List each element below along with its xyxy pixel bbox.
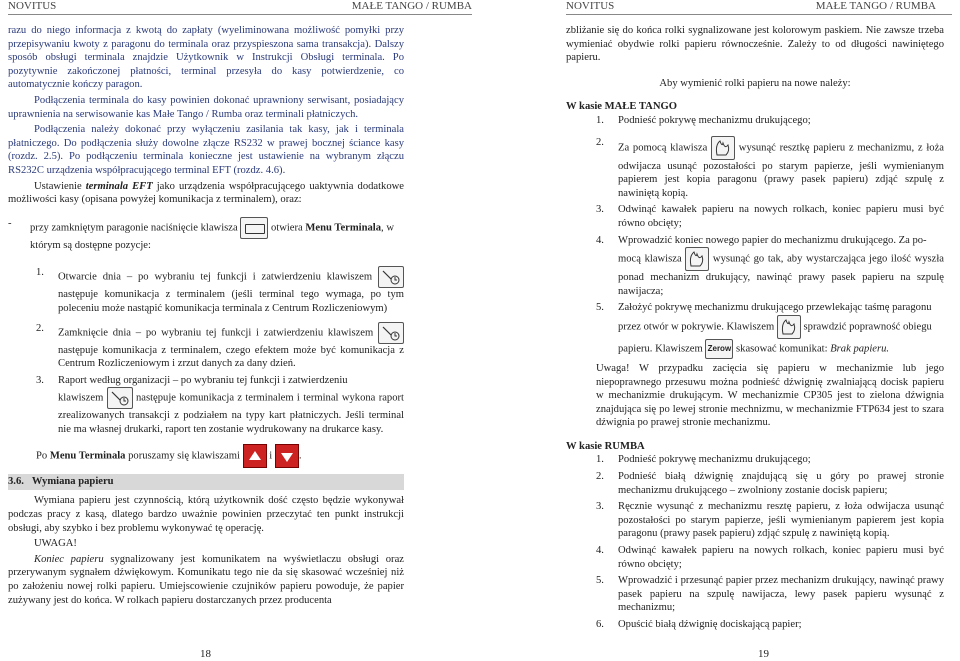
paragraph: razu do niego informacja z kwotą do zapłaty (wyeliminowana możliwość pomyłki przy przepisywaniu kwoty z paragonu do terminala oraz przyspieszona sama transakcja). Dalszy sposób obsługi terminala znajdzie Użytkownik w Instrukcji Obsługi terminala. Po pozytywnie zakończonej płatności, terminal przesyła do kasy potwierdzenie, co automatycznie kończy paragon.: [8, 25, 404, 91]
page-number: 18: [200, 648, 211, 660]
right-page: [480, 0, 960, 661]
tango-steps: [566, 114, 944, 430]
paragraph: Podłączenia terminala do kasy powinien dokonać uprawniony serwisant, posiadający uprawnienia na serwisowanie kas Małe Tango / Rumba oraz terminali płatniczych.: [8, 94, 404, 120]
subsection-heading: W kasie RUMBA: [566, 440, 645, 452]
total-key-icon: [107, 387, 133, 409]
menu-key-icon: [240, 217, 268, 239]
terminal-menu-list: [8, 266, 404, 468]
menu-name: Menu Terminala: [305, 222, 382, 234]
list-item: - przy zamkniętym paragonie naciśnięcie klawisza otwiera Menu Terminala, w którym są dostępne pozycje:: [8, 217, 394, 251]
list-item: 1. Podnieść pokrywę mechanizmu drukującego;: [596, 114, 811, 126]
right-column: [566, 24, 944, 635]
paper-feed-key-icon: [711, 136, 735, 160]
rumba-steps: [566, 453, 944, 631]
message-name: Brak papieru.: [830, 343, 890, 355]
list-item: 3. Odwinąć kawałek papieru na nowych rolkach, koniec papieru musi być równo obcięty;: [596, 204, 944, 229]
section-number: 3.6.: [8, 476, 24, 488]
text: mocą klawisza: [618, 253, 682, 265]
list-item: 2. Za pomocą klawisza wysunąć resztkę papieru z mechanizmu, z łoża odwijacza usunąć pozostałości po starym papierze, jeśli wymienianym papierem jest kopia paragonu (prawy pasek papieru) zdjąć szpulę z nawiniętą kopią.: [596, 136, 944, 199]
list-item: 4. Odwinąć kawałek papieru na nowych rolkach, koniec papieru musi być równo obcięty;: [596, 545, 944, 570]
text: wysunąć resztkę papieru z mechanizmu, z łoża odwijacza usunąć pozostałości po starym papierze, jeśli wymienianym papierem jest kopia paragonu (prawy pasek papieru) zdjąć szpulę z nawiniętą kopią.: [618, 142, 944, 199]
navigation-note: [36, 444, 404, 468]
text: sygnalizowany jest komunikatem na wyświetlaczu obsługi oraz przerywanym sygnałem dźwiękowym. Komunikatu tego nie da się skasować wcześniej niż po założeniu nowej rolki papieru. Umiejscowienie czujników papieru powoduje, że papier zużywany jest do końca. W rolkach papieru dostarczanych przez producenta: [8, 553, 404, 606]
paragraph: Podłączenia należy dokonać przy wyłączeniu zasilania tak kasy, jak i terminala płatniczego. Do podłączenia służy dowolne złącze RS232 w prawej bocznej ściance kasy (rozdz. 2.5). Po podłączeniu terminala konieczne jest ustawienie na wybranym złączu RS232C urządzenia współpracującego terminal EFT (rozdz. 4.6).: [8, 124, 404, 176]
paragraph: [8, 180, 404, 207]
header-brand: NOVITUS: [566, 0, 615, 12]
subsection-heading: W kasie MAŁE TANGO: [566, 101, 677, 113]
text: wysunąć go tak, aby wystarczająca jego ilość wyszła ponad mechanizm drukujący, nawinąć prawy pasek papieru na szpulę nawijacza;: [618, 253, 944, 297]
header-brand: NOVITUS: [8, 0, 57, 12]
paragraph: zbliżanie się do końca rolki sygnalizowane jest kolorowym paskiem. Nie zawsze trzeba wymieniać obydwie rolki papieru równocześnie. Zależy to od długości nawiniętego papieru.: [566, 25, 944, 64]
list-item: 2. Podnieść białą dźwignię znajdującą się u góry po prawej stronie mechanizmu drukującego – zwolniony zostanie docisk papieru;: [596, 471, 944, 496]
total-key-icon: [378, 266, 404, 288]
text: skasować komunikat:: [733, 343, 831, 355]
text: sprawdzić poprawność obiegu: [800, 321, 932, 333]
menu-name: Menu Terminala: [49, 450, 126, 462]
warning-label: UWAGA!: [34, 538, 77, 550]
header-model: MAŁE TANGO / RUMBA: [815, 0, 936, 12]
paragraph: Aby wymienić rolki papieru na nowe należy:: [659, 77, 851, 89]
list-item: 6. Opuścić białą dźwignię dociskającą papier;: [596, 619, 802, 630]
warning-paragraph: Uwaga! W przypadku zacięcia się papieru w mechanizmie lub jego niepoprawnego przesuwu można podnieść dźwignię zwalniającą docisk papieru w mechanizmie drukującym. W mechanizmie CP305 jest to zielona dźwignia znajdująca się po lewej stronie mechnizmu, w mechanizmie FTP634 jest to szara dźwignia po prawej stronie mechanizmu.: [596, 362, 944, 429]
text: Wprowadzić koniec nowego papier do mechanizmu drukującego. Za po-: [618, 234, 927, 246]
text: przy zamkniętym paragonie naciśnięcie klawisza: [30, 222, 238, 234]
header-model: MAŁE TANGO / RUMBA: [351, 0, 472, 12]
list-item: 5. Założyć pokrywę mechanizmu drukującego przewlekając taśmę paragonu przez otwór w pokrywie. Klawiszem sprawdzić poprawność obiegu papieru. Klawiszem Zerow skasować komunikat: Brak papieru.: [596, 301, 944, 359]
text: , w którym są dostępne pozycje:: [30, 222, 394, 251]
term: Koniec papieru: [34, 553, 104, 565]
text: papieru. Klawiszem: [618, 343, 703, 355]
text: przez otwór w pokrywie. Klawiszem: [618, 321, 775, 333]
text: Za pomocą klawisza: [618, 142, 708, 153]
list-item: 4. Wprowadzić koniec nowego papier do mechanizmu drukującego. Za po- mocą klawisza wysunąć go tak, aby wystarczająca jego ilość wyszła ponad mechanizm drukujący, nawinąć prawy pasek papieru na szpulę nawijacza;: [596, 234, 944, 297]
text: klawiszem: [58, 392, 104, 404]
text: Ustawienie: [34, 180, 86, 192]
paragraph: Wymiana papieru jest czynnością, którą użytkownik dość często będzie wykonywał podczas pracy z kasą, dlatego bardzo uważnie powinien przeczytać ten punkt instrukcji obsługi, aby szybko i bez problemu wykonywać tę operację.: [8, 495, 404, 534]
list-item: 1. Otwarcie dnia – po wybraniu tej funkcji i zatwierdzeniu klawiszem następuje komunikacja z terminalem (jeśli terminal tego wymaga, po tym poleceniu może nastąpić komunikacja terminala z Centrum Rozliczeniowym): [36, 267, 404, 314]
header-rule: [8, 14, 472, 15]
text: Założyć pokrywę mechanizmu drukującego przewlekając taśmę paragonu: [618, 302, 932, 314]
text: Otwarcie dnia – po wybraniu tej funkcji i zatwierdzeniu klawiszem: [58, 271, 373, 283]
list-item: 5. Wprowadzić i przesunąć papier przez mechanizm drukujący, nawinąć prawy pasek papieru na szpulę nawijacza, lewy pasek papieru wysunąć z mechanizmu;: [596, 575, 944, 614]
paragraph: [8, 553, 404, 607]
text: .: [298, 450, 302, 462]
text: następuje komunikacja z terminalem i terminal wykona raport zrealizowanych transakcji z podziałem na typy kart płatniczych. Jeśli terminal nie ma własnej drukarki, raport ten zostanie wydrukowany na drukarce kasy.: [58, 392, 404, 435]
term: terminala EFT: [85, 180, 153, 192]
paper-feed-key-icon: [685, 247, 709, 271]
paper-feed-key-icon: [777, 315, 801, 339]
section-title: Wymiana papieru: [31, 476, 114, 488]
text: Po: [36, 450, 50, 462]
text: Raport według organizacji – po wybraniu tej funkcji i zatwierdzeniu: [58, 374, 348, 386]
zero-key-icon: Zerow: [705, 339, 733, 359]
section-heading: [8, 474, 404, 490]
text: Zamknięcie dnia – po wybraniu tej funkcji i zatwierdzeniu klawiszem: [58, 326, 374, 338]
list-item: 1. Podnieść pokrywę mechanizmu drukującego;: [596, 454, 811, 466]
text: i: [266, 450, 273, 462]
list-item: 2. Zamknięcie dnia – po wybraniu tej funkcji i zatwierdzeniu klawiszem następuje komunikacja z terminalem, czego efektem może być komunikacja z Centrum Rozliczeniowym i zrzut danych za dany dzień.: [36, 322, 404, 370]
list-item: 3. Ręcznie wysunąć z mechanizmu resztę papieru, z łoża odwijacza usunąć pozostałości po starym papierze, jeśli wymienianym papierem jest kopia paragonu (prawy pasek papieru) zdjąć szpulę z nawiniętą kopią.: [596, 501, 944, 540]
arrow-down-key-icon: [275, 444, 299, 468]
text: następuje komunikacja z terminalem (jeśli terminal tego wymaga, po tym poleceniu może nastąpić komunikacja terminala z Centrum Rozliczeniowym): [58, 289, 404, 314]
left-column: [8, 24, 404, 609]
text: następuje komunikacja z terminalem, czego efektem może być komunikacja z Centrum Rozliczeniowym i zrzut danych za dany dzień.: [58, 344, 404, 370]
text: otwiera: [268, 222, 306, 234]
arrow-up-key-icon: [243, 444, 267, 468]
text: jako urządzenia współpracującego uaktywnia dodatkowe możliwości kasy (opisana powyżej komunikacja z terminalem), oraz:: [8, 180, 404, 206]
total-key-icon: [378, 322, 404, 344]
page-number: 19: [758, 648, 769, 660]
header-rule: [566, 14, 952, 15]
list-item: 3. Raport według organizacji – po wybraniu tej funkcji i zatwierdzeniu klawiszem następuje komunikacja z terminalem i terminal wykona raport zrealizowanych transakcji z podziałem na typy kart płatniczych. Jeśli terminal nie ma własnej drukarki, raport ten zostanie wydrukowany na drukarce kasy.: [36, 374, 404, 435]
text: poruszamy się klawiszami: [125, 450, 240, 462]
